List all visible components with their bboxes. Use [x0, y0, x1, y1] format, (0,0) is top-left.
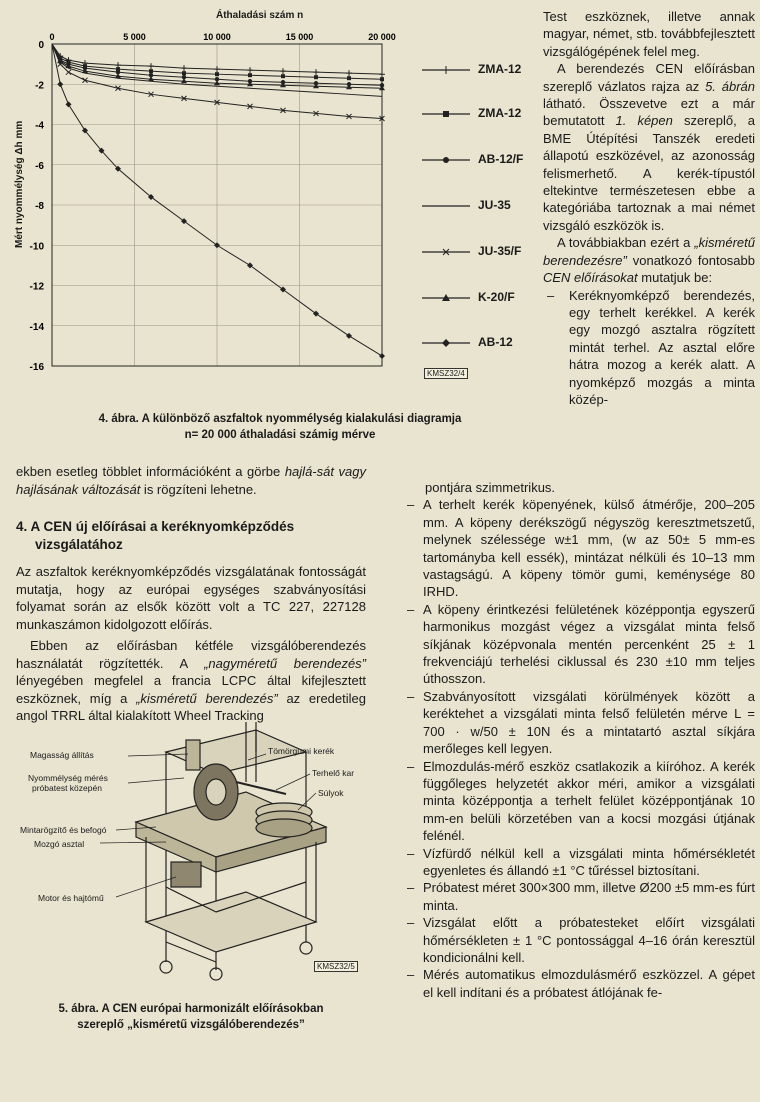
list-item: – Elmozdulás-mérő eszköz csatlakozik a kiíróhoz. A kerék függőleges helyzetét akkor méri, amikor a vizsgálati minta középpontja a terhelt felület középpontjának 10 mm-en belüli körzetében van a kocsi mozgási útjának felénél. — [405, 758, 755, 845]
left-paragraph-2: Az aszfaltok keréknyomképződés vizsgálatának fontosságát mutatja, hogy az európai egységes szabványosítási folyamat során az elsők között volt a TC 227, 227128 munkaszámon kidolgozott előírás. — [16, 564, 366, 632]
right-paragraph-2 — [543, 60, 755, 234]
figure5-illustration — [16, 712, 356, 982]
legend-item — [420, 60, 530, 80]
y-tick-label: -6 — [35, 160, 44, 172]
legend-swatch — [420, 333, 472, 353]
left-p3-b: lényegében megfelel a francia LCPC által kifejlesztett eszköznek, míg a — [16, 673, 366, 706]
legend-label: ZMA-12 — [478, 106, 522, 120]
cen-requirements-list — [405, 479, 755, 1001]
right-bullet-1-text: Keréknyomképző berendezés, egy terhelt kerékkel. A kerék egy mozgó asztalra rögzített mintát terhel. Az asztal előre hátra mozog a kerék alatt. A nyomképző mozgás a minta közép- — [569, 287, 755, 407]
list-item: – Szabványosított vizsgálati körülmények között a keréktehet a vizsgálati minta felső felületén mérve L = 700 · w/50 ± 10N és a mintatartó asztal síkjára merőleges kell legyen. — [405, 688, 755, 758]
left-p3-em1: „nagyméretű berendezés” — [204, 655, 367, 671]
list-item: – Próbatest méret 300×300 mm, illetve Ø200 ±5 mm-es fúrt minta. — [405, 879, 755, 914]
figure5-caption — [16, 1001, 366, 1033]
legend-label: AB-12/F — [478, 152, 524, 166]
list-item: – A köpeny érintkezési felületének középpontja egyszerű harmonikus mozgást végez a vizsgálat minta felső síkjának középvonala mentén percenként 25 ± 1 frekvenciájú terhelési ciklussal és 230 ±10 mm teljes úthosszon. — [405, 601, 755, 688]
legend-item — [420, 104, 530, 124]
section-heading-line1: 4. A CEN új előírásai a keréknyomképződés — [16, 519, 295, 534]
legend-marker — [443, 111, 449, 117]
right-p2-a: A berendezés CEN előírásban szereplő vázlatos rajza az — [543, 61, 755, 94]
legend-label: JU-35/F — [478, 244, 522, 258]
right-p3-c: mutatjuk be: — [637, 270, 713, 286]
right-p3-em2: CEN előírásokat — [543, 270, 638, 286]
legend-swatch — [420, 196, 472, 216]
legend-swatch — [420, 288, 472, 308]
legend-item — [420, 196, 530, 216]
legend-marker — [442, 66, 450, 74]
legend-item — [420, 288, 530, 308]
right-p3-a: A továbbiakban ezért a — [557, 235, 695, 251]
y-axis-label: Mért nyommélység Δh mm — [14, 120, 25, 248]
figure5-caption-line1: 5. ábra. A CEN európai harmonizált előírásokban — [58, 1003, 324, 1015]
y-tick-label: -10 — [29, 241, 44, 253]
left-p3-em2: „kisméretű berendezés” — [136, 690, 278, 706]
y-tick-label: -16 — [29, 362, 44, 373]
legend-swatch — [420, 104, 472, 124]
section-heading-line2: vizsgálatához — [35, 537, 123, 552]
legend-marker — [442, 339, 450, 347]
legend-item — [420, 333, 530, 353]
y-tick-label: -14 — [29, 321, 44, 333]
legend-marker — [443, 157, 449, 163]
right-column — [543, 8, 755, 408]
figure4-caption-line1: 4. ábra. A különböző aszfaltok nyommélység kialakulási diagramja — [98, 413, 462, 425]
list-item: – Vízfürdő nélkül kell a vizsgálati minta hőmérsékletét egyenletes és állandó ±1 °C tűréssel biztosítani. — [405, 845, 755, 880]
list-item: – Mérés automatikus elmozdulásmérő eszközzel. A gépet el kell indítani és a próbatest átlójának fe- — [405, 966, 755, 1001]
label-solid-rubber-wheel: Tömörgumi kerék — [268, 746, 335, 756]
label-motor: Motor és hajtómű — [38, 893, 104, 903]
x-tick-label: 0 — [49, 32, 55, 42]
left-p1-emphasis: hajlá-sát vagy hajlásának változását — [16, 464, 366, 497]
left-p3-c: az eredetileg angol TRRL által kialakított Wheel Tracking — [16, 690, 366, 724]
list-item: – A terhelt kerék köpenyének, külső átmérője, 200–205 mm. A köpeny derékszögű négyszög keresztmetszetű, melynek szélessége w±1 mm, (w az 50± 5 mm-es tartományba kell essék), mintázat nélküli és 10–13 mm vastagságú. A köpeny tömör gumi, keménysége 80 IRHD. — [405, 496, 755, 600]
label-sample-holder: Mintarögzítő és befogó — [20, 825, 107, 835]
legend-swatch — [420, 150, 472, 170]
legend-item — [420, 150, 530, 170]
label-rut-measure-1: Nyommélység mérés — [28, 773, 108, 783]
figure4-caption — [30, 411, 530, 443]
figure5-caption-line2: szereplő „kisméretű vizsgálóberendezés” — [77, 1019, 305, 1031]
right-p2-em2: 1. képen — [615, 113, 673, 129]
right-p2-c: szereplő, a BME Útépítési Tanszék eredeti állapotú eszközével, az azonosság felismerhető. A kerék-típustól eltekintve természetesen ebbe a kategóriába tartoznak a mai német vizsgáló eszközök is. — [543, 113, 755, 233]
y-tick-label: -8 — [35, 201, 44, 212]
right-bullet-1 — [543, 287, 755, 409]
x-tick-label: 5 000 — [123, 32, 146, 42]
legend-swatch — [420, 60, 472, 80]
left-p1-end: is rögzíteni lehetne. — [140, 481, 257, 497]
list-continuation: pontjára szimmetrikus. — [425, 480, 556, 495]
bullet-dash: – — [547, 287, 555, 303]
section-heading — [16, 518, 366, 554]
label-load-arm: Terhelő kar — [312, 768, 355, 778]
x-tick-label: 10 000 — [203, 32, 231, 42]
legend-label: JU-35 — [478, 198, 511, 212]
figure-code-4: KMSZ32/4 — [424, 368, 468, 379]
legend-label: K-20/F — [478, 290, 515, 304]
y-tick-label: -4 — [35, 120, 44, 132]
right-p3-em1: „kisméretű berendezésre” — [543, 235, 755, 268]
list-item: – Vizsgálat előtt a próbatesteket előírt vizsgálati hőmérsékleten ± 1 °C pontossággal 4–16 órán keresztül kondicionálni kell. — [405, 914, 755, 966]
right-p2-em1: 5. ábrán — [705, 78, 756, 94]
x-tick-label: 15 000 — [285, 32, 314, 42]
left-p3-a: Ebben az előírásban kétféle vizsgálóberendezés használatát rögzítették. A — [16, 638, 366, 671]
legend-label: ZMA-12 — [478, 62, 522, 76]
label-rut-measure-2: próbatest közepén — [32, 783, 102, 793]
right-p2-b: látható. Összevetve ezt a már bemutatott — [543, 96, 755, 129]
figure-code-5: KMSZ32/5 — [314, 961, 358, 972]
right-p3-b: vonatkozó fontosabb — [626, 252, 755, 268]
x-axis-label: Áthaladási szám n — [216, 10, 304, 21]
legend-item — [420, 242, 530, 262]
label-height-adjust: Magasság állítás — [30, 750, 94, 760]
y-tick-label: 0 — [38, 40, 44, 51]
figure4-caption-line2: n= 20 000 áthaladási számig mérve — [184, 429, 376, 441]
chart-legend — [0, 0, 540, 380]
legend-swatch — [420, 242, 472, 262]
legend-label: AB-12 — [478, 335, 513, 349]
x-tick-label: 20 000 — [368, 32, 396, 42]
label-weights: Súlyok — [318, 788, 344, 798]
y-tick-label: -2 — [35, 80, 44, 92]
left-paragraph-1 — [16, 463, 366, 498]
y-tick-label: -12 — [29, 281, 44, 293]
right-paragraph-3 — [543, 234, 755, 286]
label-moving-table: Mozgó asztal — [34, 839, 85, 849]
right-paragraph-1: Test eszköznek, illetve annak magyar, német, stb. továbbfejlesztett vizsgálógépének felel meg. — [543, 9, 755, 59]
left-p1-text: ekben esetleg többlet információként a görbe — [16, 464, 285, 479]
